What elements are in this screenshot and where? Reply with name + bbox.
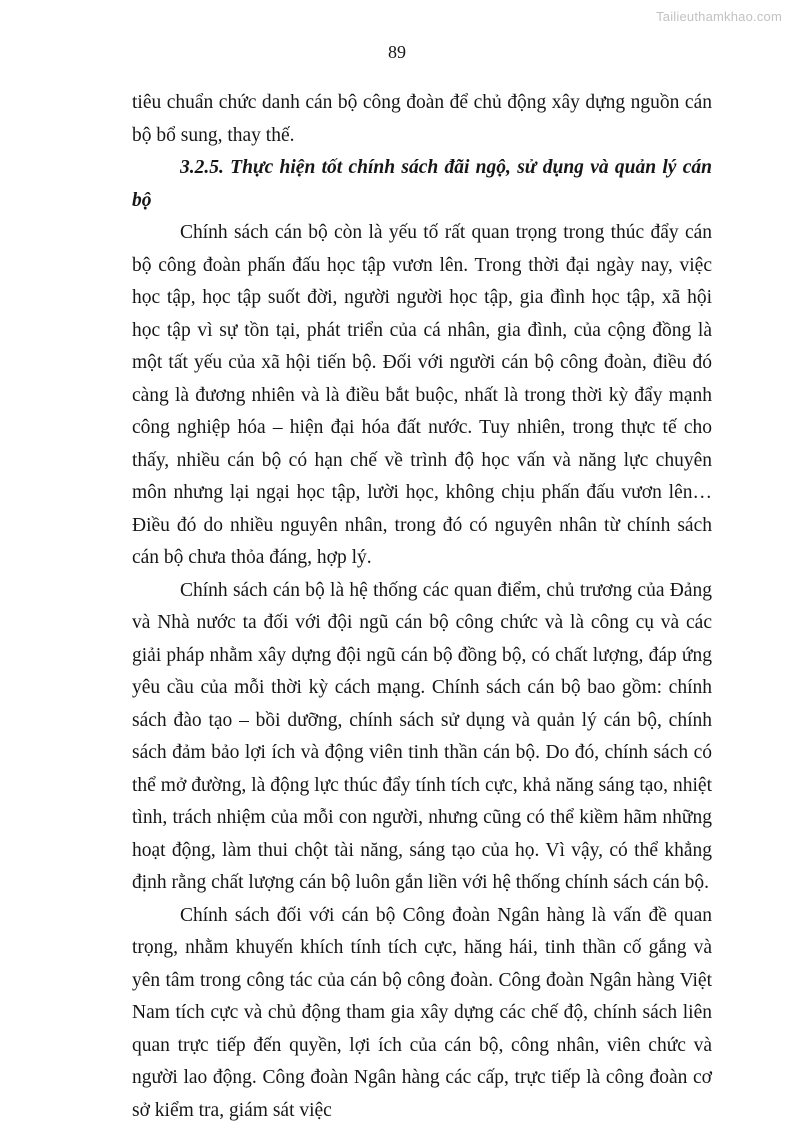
paragraph: tiêu chuẩn chức danh cán bộ công đoàn để chủ động xây dựng nguồn cán bộ bổ sung, thay thế. (132, 92, 712, 146)
section-heading: 3.2.5. Thực hiện tốt chính sách đãi ngộ, sử dụng và quản lý cán bộ (132, 157, 712, 211)
page-content (132, 87, 712, 1123)
paragraph: Chính sách cán bộ là hệ thống các quan điểm, chủ trương của Đảng và Nhà nước ta đối với đội ngũ cán bộ công chức và là công cụ và các giải pháp nhằm xây dựng đội ngũ cán bộ đồng bộ, có chất lượng, đáp ứng yêu cầu của mỗi thời kỳ cách mạng. Chính sách cán bộ bao gồm: chính sách đào tạo – bồi dưỡng, chính sách sử dụng và quản lý cán bộ, chính sách đảm bảo lợi ích và động viên tinh thần cán bộ. Do đó, chính sách có thể mở đường, là động lực thúc đẩy tính tích cực, khả năng sáng tạo, nhiệt tình, trách nhiệm của mỗi con người, nhưng cũng có thể kiềm hãm những hoạt động, làm thui chột tài năng, sáng tạo của họ. Vì vậy, có thể khẳng định rằng chất lượng cán bộ luôn gắn liền với hệ thống chính sách cán bộ. (132, 579, 712, 893)
page-number: 89 (388, 42, 406, 62)
watermark: Tailieuthamkhao.com (656, 9, 782, 24)
paragraph: Chính sách cán bộ còn là yếu tố rất quan trọng trong thúc đẩy cán bộ công đoàn phấn đấu học tập vươn lên. Trong thời đại ngày nay, việc học tập, học tập suốt đời, người người học tập, gia đình học tập, xã hội học tập vì sự tồn tại, phát triển của cá nhân, gia đình, của cộng đồng là một tất yếu của xã hội tiến bộ. Đối với người cán bộ công đoàn, điều đó càng là đương nhiên và là điều bắt buộc, nhất là trong thời kỳ đẩy mạnh công nghiệp hóa – hiện đại hóa đất nước. Tuy nhiên, trong thực tế cho thấy, nhiều cán bộ có hạn chế về trình độ học vấn và năng lực chuyên môn nhưng lại ngại học tập, lười học, không chịu phấn đấu vươn lên… Điều đó do nhiều nguyên nhân, trong đó có nguyên nhân từ chính sách cán bộ chưa thỏa đáng, hợp lý. (132, 222, 712, 568)
paragraph: Chính sách đối với cán bộ Công đoàn Ngân hàng là vấn đề quan trọng, nhằm khuyến khích tính tích cực, hăng hái, tinh thần cố gắng và yên tâm trong công tác của cán bộ công đoàn. Công đoàn Ngân hàng Việt Nam tích cực và chủ động tham gia xây dựng các chế độ, chính sách liên quan trực tiếp đến quyền, lợi ích của cán bộ, công nhân, viên chức và người lao động. Công đoàn Ngân hàng các cấp, trực tiếp là công đoàn cơ sở kiểm tra, giám sát việc (132, 904, 712, 1121)
